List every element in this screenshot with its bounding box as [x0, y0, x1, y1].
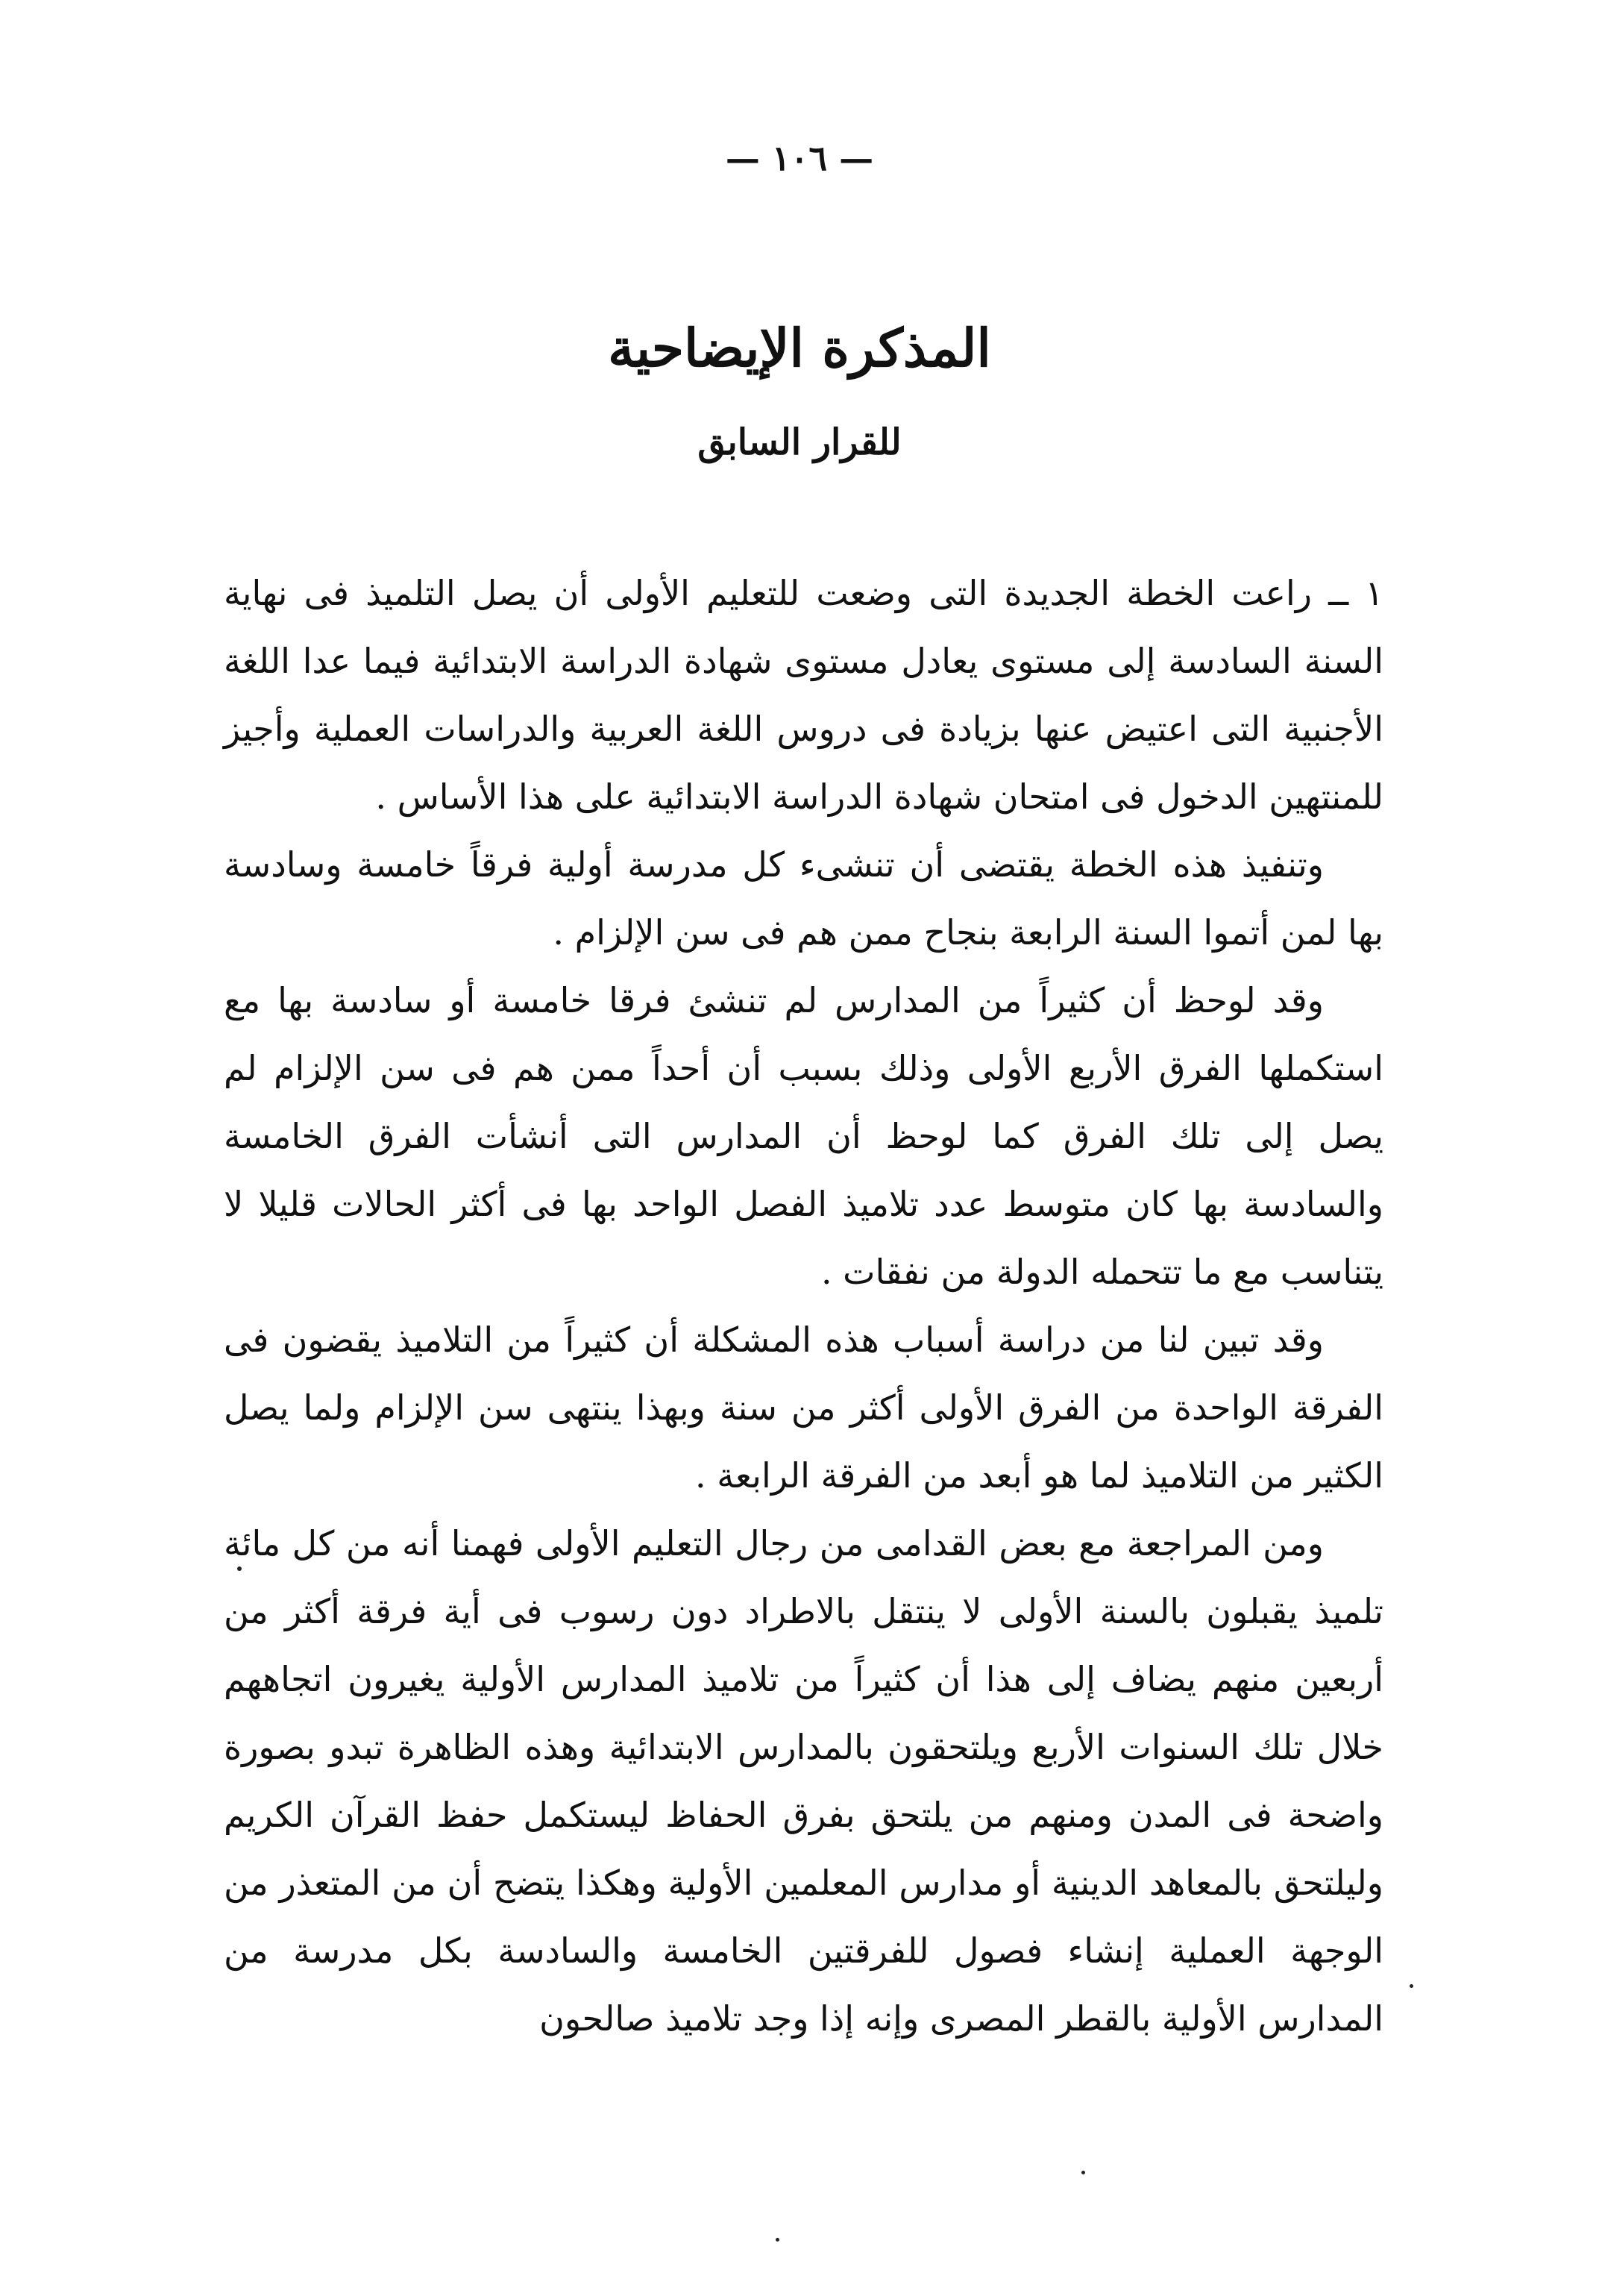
paragraph-5: ومن المراجعة مع بعض القدامى من رجال التعليم الأولى فهمنا أنه من كل مائة تلميذ يقبلون بالسنة الأولى لا ينتقل بالاطراد دون رسوب فى أية فرقة أكثر من أربعين منهم يضاف إلى هذا أن كثيراً من تلاميذ المدارس الأولية يغيرون اتجاههم خلال تلك السنوات الأربع ويلتحقون بالمدارس الابتدائية وهذه الظاهرة تبدو بصورة واضحة فى المدن ومنهم من يلتحق بفرق الحفاظ ليستكمل حفظ القرآن الكريم وليلتحق بالمعاهد الدينية أو مدارس المعلمين الأولية وهكذا يتضح أن من المتعذر من الوجهة العملية إنشاء فصول للفرقتين الخامسة والسادسة بكل مدرسة من المدارس الأولية بالقطر المصرى وإنه إذا وجد تلاميذ صالحون	[224, 1523, 1383, 2039]
paragraph-3: وقد لوحظ أن كثيراً من المدارس لم تنشئ فرقا خامسة أو سادسة بها مع استكملها الفرق الأربع الأولى وذلك بسبب أن أحداً ممن هم فى سن الإلزام لم يصل إلى تلك الفرق كما لوحظ أن المدارس التى أنشأت الفرق الخامسة والسادسة بها كان متوسط عدد تلاميذ الفصل الواحد بها فى أكثر الحالات قليلا لا يتناسب مع ما تتحمله الدولة من نفقات .	[224, 980, 1383, 1292]
document-body	[224, 559, 1383, 2053]
paragraph-2: وتنفيذ هذه الخطة يقتضى أن تنشىء كل مدرسة أولية فرقاً خامسة وسادسة بها لمن أتموا السنة الرابعة بنجاح ممن هم فى سن الإلزام .	[224, 844, 1383, 953]
page-subtitle: للقرار السابق	[697, 421, 902, 463]
scan-speck	[1081, 2171, 1085, 2174]
scan-speck	[237, 1566, 242, 1571]
scan-speck	[1410, 1984, 1413, 1988]
paragraph-1: ١ ــ راعت الخطة الجديدة التى وضعت للتعليم الأولى أن يصل التلميذ فى نهاية السنة السادسة إلى مستوى يعادل مستوى شهادة الدراسة الابتدائية فيما عدا اللغة الأجنبية التى اعتيض عنها بزيادة فى دروس اللغة العربية والدراسات العملية وأجيز للمنتهين الدخول فى امتحان شهادة الدراسة الابتدائية على هذا الأساس .	[224, 573, 1383, 817]
scan-speck	[776, 2238, 779, 2242]
page-title: المذكرة الإيضاحية	[608, 317, 991, 379]
page-number: — ١٠٦ —	[725, 138, 874, 178]
paragraph-4: وقد تبين لنا من دراسة أسباب هذه المشكلة أن كثيراً من التلاميذ يقضون فى الفرقة الواحدة من الفرق الأولى أكثر من سنة وبهذا ينتهى سن الإلزام ولما يصل الكثير من التلاميذ لما هو أبعد من الفرقة الرابعة .	[224, 1320, 1383, 1496]
